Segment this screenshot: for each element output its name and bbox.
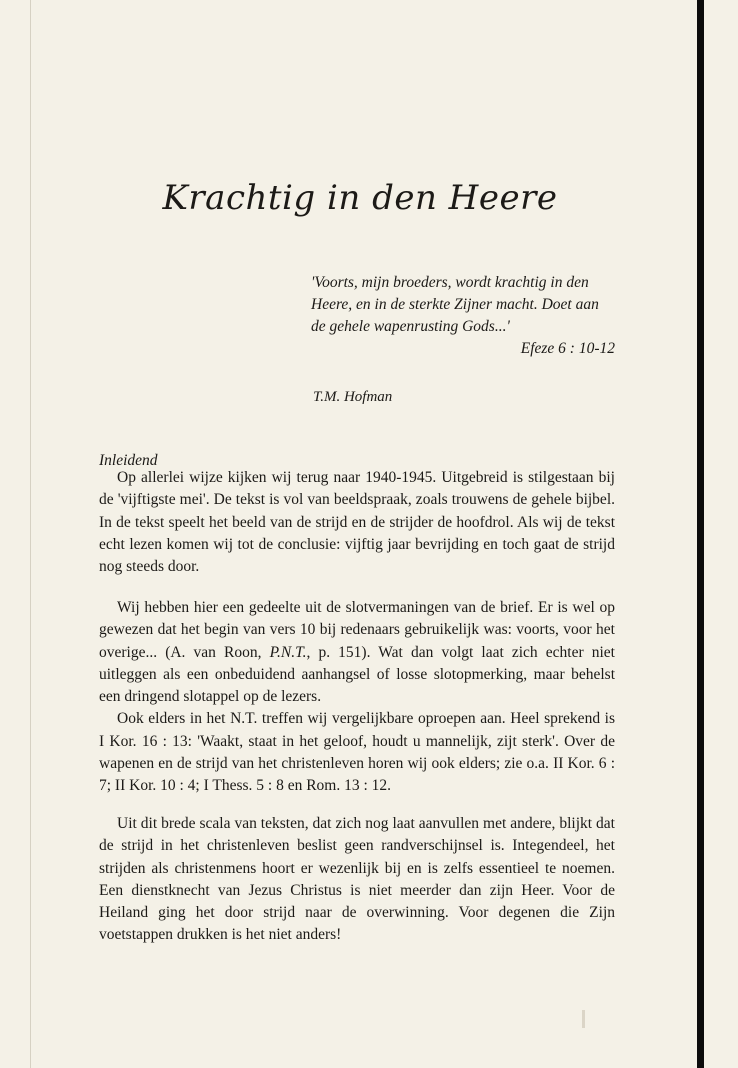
paragraph-text: Wij hebben hier een gedeelte uit de slotvermaningen van de brief. Er is wel op gewezen dat het begin van vers 10 bij redenaars gebruikelijk was: voorts, voor het overige... (A. van Roon, [99,599,615,661]
body-paragraph-group [99,467,615,578]
article-title: Krachtig in den Heere [162,178,558,218]
author-name: T.M. Hofman [313,389,393,405]
body-paragraph-group [99,813,615,947]
section-heading: Inleidend [99,452,158,469]
epigraph-line: Heere, en in de sterkte Zijner macht. Doet aan [311,296,599,313]
paper-blemish [582,1010,585,1028]
epigraph-line: de gehele wapenrusting Gods...' [311,318,510,335]
body-paragraph: Ook elders in het N.T. treffen wij vergelijkbare oproepen aan. Heel sprekend is I Kor. 16 : 13: 'Waakt, staat in het geloof, houdt u mannelijk, zijt sterk'. Over de wapenen en de strijd van het christenleven horen wij ook elders; zie o.a. II Kor. 6 : 7; II Kor. 10 : 4; I Thess. 5 : 8 en Rom. 13 : 12. [99,710,615,795]
body-paragraph [99,597,615,708]
epigraph-reference: Efeze 6 : 10-12 [520,340,615,357]
epigraph-quote [311,272,615,338]
epigraph-line: 'Voorts, mijn broeders, wordt krachtig in den [311,274,589,291]
body-paragraph-group [99,597,615,798]
page-left-edge [30,0,31,1068]
paragraph-text: , p. 151). Wat dan volgt laat zich echter niet uitleggen als een onbeduidend aanhangsel of losse slotopmerking, maar behelst een dringend slotappel op de lezers. [99,643,615,706]
body-paragraph: Op allerlei wijze kijken wij terug naar 1940-1945. Uitgebreid is stilgestaan bij de 'vijftigste mei'. De tekst is vol van beeldspraak, zoals trouwens de gehele bijbel. In de tekst speelt het beeld van de strijd en de strijder de hoofdrol. Als wij de tekst echt lezen komen wij tot de conclusie: vijftig jaar bevrijding en toch gaat de strijd nog steeds door. [99,469,615,576]
paragraph-citation: P.N.T. [269,643,307,661]
body-paragraph: Uit dit brede scala van teksten, dat zich nog laat aanvullen met andere, blijkt dat de strijd in het christenleven beslist geen randverschijnsel is. Integendeel, het strijden als christenmens hoort er wezenlijk bij en is zelfs essentieel te noemen. Een dienstknecht van Jezus Christus is niet meerder dan zijn Heer. Voor de Heiland ging het door strijd naar de overwinning. Voor degenen die Zijn voetstappen drukken is het niet anders! [99,815,615,944]
page-right-edge [697,0,704,1068]
